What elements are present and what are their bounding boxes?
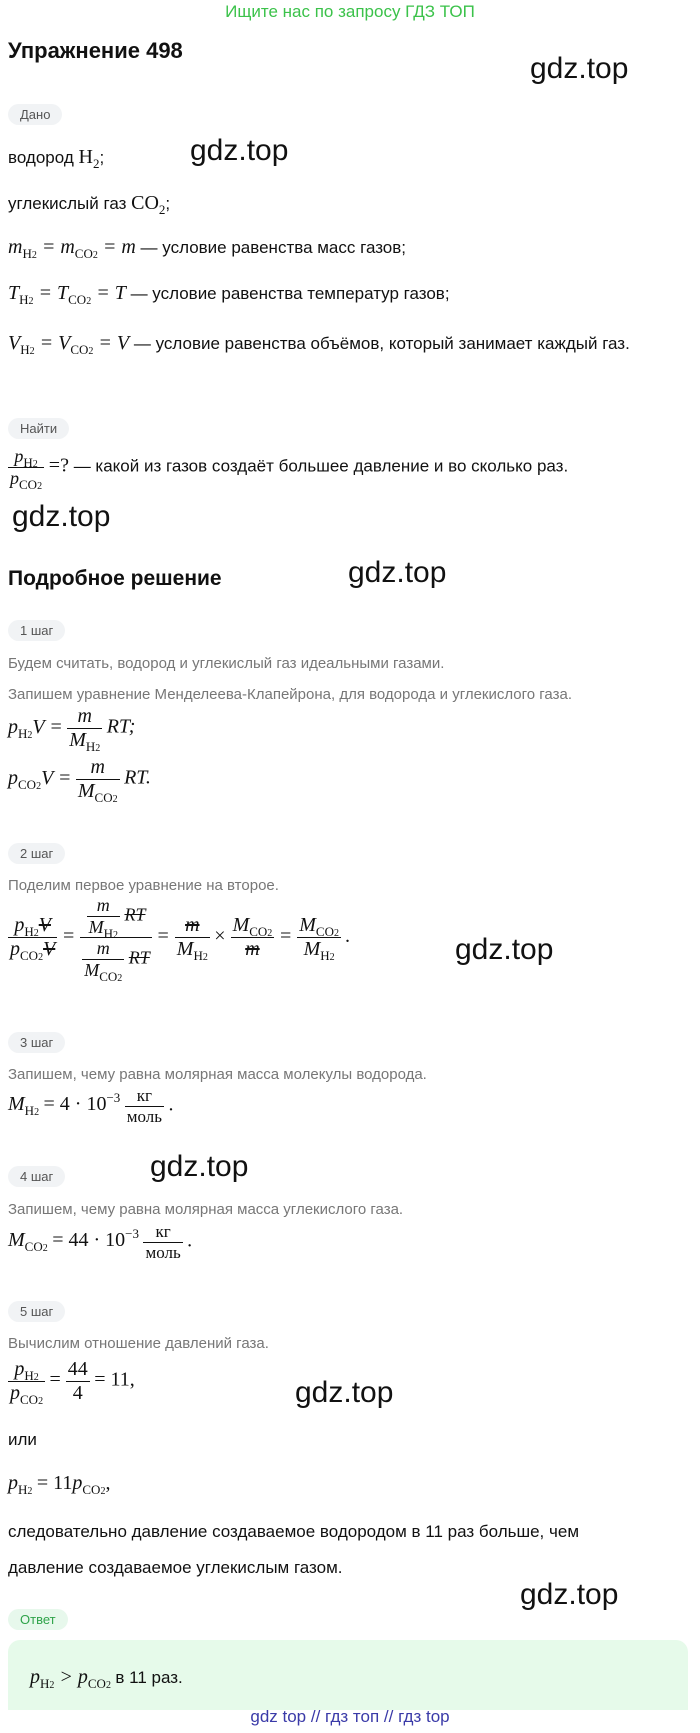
watermark: gdz.top <box>348 556 447 589</box>
watermark: gdz.top <box>530 52 629 85</box>
given-line-hydrogen: водород $H_2$; <box>8 146 105 171</box>
find-badge: Найти <box>8 418 69 439</box>
footer-link-3[interactable]: гдз top <box>398 1707 450 1726</box>
equation-molar-mass-co2: $M_{CO2} = 44 \cdot 10^{-3}$ $\frac{кг}{\text{моль}}$ . <box>8 1222 193 1262</box>
given-badge: Дано <box>8 104 62 125</box>
answer-text: $p_{H2} > p_{CO2}$ в 11 раз. <box>30 1666 183 1691</box>
step-1-text: Будем считать, водород и углекислый газ идеальными газами. <box>8 655 445 672</box>
equation-hydrogen: $p_{H2}V$ = $\frac{m}{M_{H2}}$ RT; <box>8 705 136 754</box>
footer-links <box>0 1707 700 1727</box>
equation-division: $\frac{p_{H2}V}{p_{CO2}V}$ = $\frac{m}{M_{H2}}$ RT $\frac{m}{M_{CO2}}$ RT = $\frac{m}{M_{H2}}$ × $\frac{M_{CO2}}{m}$ = $\frac{M_{CO2}}{M_{H2}}$ . <box>10 895 351 985</box>
equation-co2: $p_{CO2}V$ = $\frac{m}{M_{CO2}}$ RT. <box>8 756 151 805</box>
given-line-temperature: $T_{H2} = T_{CO2} = T$ — условие равенства температур газов; <box>8 282 450 307</box>
step-3-badge: 3 шаг <box>8 1032 65 1053</box>
or-word: или <box>8 1430 37 1449</box>
footer-link-1[interactable]: gdz top <box>250 1707 307 1726</box>
step-5-text: Вычислим отношение давлений газа. <box>8 1335 269 1352</box>
solution-title: Подробное решение <box>8 567 222 590</box>
page-title: Упражнение 498 <box>8 38 183 63</box>
find-line: $\frac{p_{H2}}{p_{CO2}}$ =? — какой из газов создаёт большее давление и во сколько раз. <box>10 446 569 492</box>
search-banner: Ищите нас по запросу ГДЗ ТОП <box>225 2 475 21</box>
given-line-volume: $V_{H2} = V_{CO2} = V$ — условие равенства объёмов, который занимает каждый газ. <box>8 332 630 357</box>
footer-link-2[interactable]: гдз топ <box>325 1707 380 1726</box>
step-1-text: Запишем уравнение Менделеева-Клапейрона, для водорода и углекислого газа. <box>8 686 572 703</box>
footer-separator: // <box>310 1707 321 1726</box>
step-4-text: Запишем, чему равна молярная масса углекислого газа. <box>8 1201 404 1218</box>
conclusion-line-1: следовательно давление создаваемое водородом в 11 раз больше, чем <box>8 1522 580 1541</box>
given-line-co2: углекислый газ $CO_2$; <box>8 192 171 217</box>
given-line-mass: $m_{H2} = m_{CO2} = m$ — условие равенства масс газов; <box>8 236 407 261</box>
step-5-badge: 5 шаг <box>8 1301 65 1322</box>
conclusion-line-2: давление создаваемое углекислым газом. <box>8 1558 343 1577</box>
step-1-badge: 1 шаг <box>8 620 65 641</box>
step-4-badge: 4 шаг <box>8 1166 65 1187</box>
step-2-text: Поделим первое уравнение на второе. <box>8 877 279 894</box>
watermark: gdz.top <box>190 134 289 167</box>
watermark: gdz.top <box>12 500 111 533</box>
answer-badge: Ответ <box>8 1609 68 1630</box>
watermark: gdz.top <box>520 1578 619 1611</box>
watermark: gdz.top <box>455 933 554 966</box>
footer-separator: // <box>383 1707 394 1726</box>
equation-pressure-ratio: $\frac{p_{H2}}{p_{CO2}}$ = $\frac{44}{4}$ = 11, <box>10 1358 135 1407</box>
step-2-badge: 2 шаг <box>8 843 65 864</box>
watermark: gdz.top <box>150 1150 249 1183</box>
equation-molar-mass-hydrogen: $M_{H2} = 4 \cdot 10^{-3}$ $\frac{кг}{\text{моль}}$ . <box>8 1086 174 1126</box>
equation-pressure-result: $p_{H2} = 11p_{CO2}$, <box>8 1472 111 1497</box>
watermark: gdz.top <box>295 1376 394 1409</box>
step-3-text: Запишем, чему равна молярная масса молекулы водорода. <box>8 1066 427 1083</box>
